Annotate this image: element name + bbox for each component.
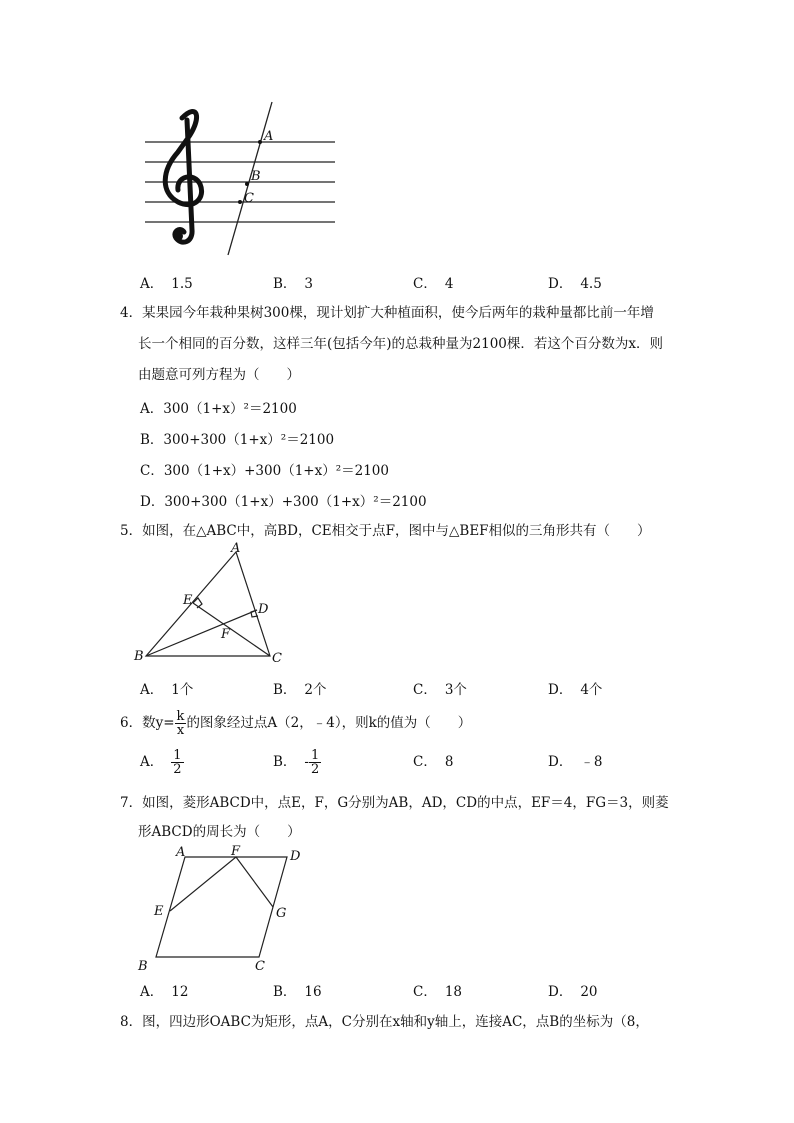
q3-option-c[interactable]: C． 4 <box>413 276 454 292</box>
vertex-label-a: A <box>176 845 186 860</box>
vertex-label-d: D <box>258 602 269 617</box>
q6-options <box>140 745 700 779</box>
vertex-label-c: C <box>255 959 265 973</box>
point-label-b: B <box>251 169 261 184</box>
q4-option-a[interactable]: A．300（1+x）²＝2100 <box>140 401 297 417</box>
q7-option-c[interactable]: C． 18 <box>413 984 463 1000</box>
q5-options <box>140 678 700 698</box>
vertex-label-b: B <box>134 649 144 664</box>
point-label-a: A <box>264 129 274 144</box>
q5-option-a[interactable]: A． 1个 <box>140 682 194 698</box>
q4-option-c[interactable]: C．300（1+x）+300（1+x）²＝2100 <box>140 463 389 479</box>
q7-option-b[interactable]: B． 16 <box>273 984 322 1000</box>
vertex-label-g: G <box>276 906 287 921</box>
q3-option-b[interactable]: B． 3 <box>273 276 314 292</box>
vertex-label-d: D <box>290 849 301 864</box>
vertex-label-f: F <box>231 844 241 859</box>
vertex-label-c: C <box>272 651 282 666</box>
rhombus-figure <box>130 843 310 973</box>
q3-options <box>140 272 700 292</box>
q4-stem-line2: 长一个相同的百分数，这样三年(包括今年)的总栽种量为2100棵．若这个百分数为x．则 <box>138 336 664 352</box>
q6-option-b[interactable]: B． - $\frac{1}{2}$ <box>273 748 320 777</box>
triangle-figure <box>130 540 300 670</box>
q6-option-a[interactable]: A． $\frac{1}{2}$ <box>140 748 182 777</box>
point-label-c: C <box>244 191 254 206</box>
q6-stem: 6．数y= $\frac{k}{x}$ 的图象经过点A（2，﹣4），则k的值为（ ） <box>120 709 472 738</box>
q7-stem-line2: 形ABCD的周长为（ ） <box>138 824 301 840</box>
q4-option-d[interactable]: D．300+300（1+x）+300（1+x）²＝2100 <box>140 494 427 510</box>
q4-stem-line1: 4．某果园今年栽种果树300棵，现计划扩大种植面积，使今后两年的栽种量都比前一年增 <box>120 305 654 321</box>
q4-option-b[interactable]: B．300+300（1+x）²＝2100 <box>140 432 335 448</box>
q3-option-a[interactable]: A． 1.5 <box>140 276 193 292</box>
q7-stem-line1: 7．如图，菱形ABCD中，点E，F，G分别为AB，AD，CD的中点，EF＝4，FG＝3，则菱 <box>120 795 669 811</box>
q7-option-a[interactable]: A． 12 <box>140 984 189 1000</box>
vertex-label-f: F <box>221 627 231 642</box>
vertex-label-a: A <box>231 541 241 556</box>
q7-options <box>140 980 700 1000</box>
q5-option-b[interactable]: B． 2个 <box>273 682 327 698</box>
q3-option-d[interactable]: D． 4.5 <box>548 276 602 292</box>
q5-stem: 5．如图，在△ABC中，高BD，CE相交于点F，图中与△BEF相似的三角形共有（ ） <box>120 523 651 539</box>
q4-stem-line3: 由题意可列方程为（ ） <box>138 367 300 383</box>
q6-option-c[interactable]: C． 8 <box>413 754 454 770</box>
q8-stem-line1: 8．图，四边形OABC为矩形，点A，C分别在x轴和y轴上，连接AC，点B的坐标为（8， <box>120 1014 649 1030</box>
vertex-label-e: E <box>183 593 193 608</box>
q5-option-d[interactable]: D． 4个 <box>548 682 603 698</box>
q5-option-c[interactable]: C． 3个 <box>413 682 467 698</box>
staff-figure <box>140 100 340 260</box>
vertex-label-e: E <box>154 904 164 919</box>
vertex-label-b: B <box>138 959 148 973</box>
q7-option-d[interactable]: D． 20 <box>548 984 598 1000</box>
q6-fraction: $\frac{k}{x}$ <box>176 709 185 738</box>
q6-option-d[interactable]: D． ﹣8 <box>548 754 603 770</box>
